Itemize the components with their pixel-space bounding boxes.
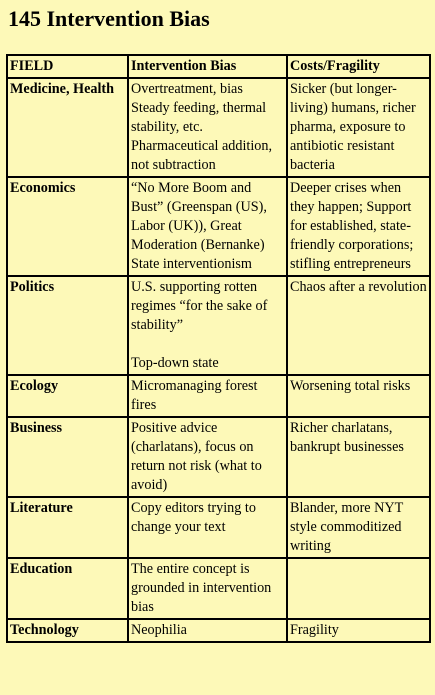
paragraph-gap xyxy=(131,335,284,354)
table-header-row xyxy=(7,55,430,78)
field-cell: Technology xyxy=(7,619,128,642)
cell-paragraph: Overtreatment, bias Steady feeding, thermal stability, etc. Pharmaceutical addition, not subtraction xyxy=(131,81,273,173)
field-cell: Medicine, Health xyxy=(7,78,128,177)
header-costs-fragility: Costs/Fragility xyxy=(287,55,430,78)
cell-paragraph: Chaos after a revolution xyxy=(290,279,427,295)
field-cell: Economics xyxy=(7,177,128,276)
costs-fragility-cell xyxy=(287,375,430,417)
header-intervention-bias: Intervention Bias xyxy=(128,55,287,78)
cell-paragraph: Neophilia xyxy=(131,622,187,638)
cell-paragraph: Worsening total risks xyxy=(290,378,411,394)
table-row xyxy=(7,177,430,276)
intervention-bias-cell xyxy=(128,177,287,276)
field-cell: Politics xyxy=(7,276,128,375)
field-cell: Literature xyxy=(7,497,128,558)
page-title: 145 Intervention Bias xyxy=(8,6,210,31)
cell-paragraph: “No More Boom and Bust” (Greenspan (US), Labor (UK)), Great Moderation (Bernanke) State interventionism xyxy=(131,180,267,272)
cell-paragraph: U.S. supporting rotten regimes “for the sake of stability” xyxy=(131,279,268,333)
cell-paragraph: Richer charlatans, bankrupt businesses xyxy=(290,420,404,455)
cell-paragraph: Top-down state xyxy=(131,355,219,371)
cell-paragraph: Positive advice (charlatans), focus on return not risk (what to avoid) xyxy=(131,420,262,493)
cell-paragraph: Sicker (but longer-living) humans, richer pharma, exposure to antibiotic resistant bacteria xyxy=(290,81,416,173)
cell-paragraph: Micromanaging forest fires xyxy=(131,378,258,413)
table-row xyxy=(7,276,430,375)
cell-paragraph: Deeper crises when they happen; Support for established, state-friendly corporations; stifling entrepreneurs xyxy=(290,180,414,272)
intervention-bias-cell xyxy=(128,276,287,375)
table-row xyxy=(7,417,430,497)
cell-paragraph: Copy editors trying to change your text xyxy=(131,500,256,535)
intervention-bias-cell xyxy=(128,619,287,642)
costs-fragility-cell xyxy=(287,558,430,619)
table-row xyxy=(7,497,430,558)
costs-fragility-cell xyxy=(287,177,430,276)
intervention-bias-cell xyxy=(128,375,287,417)
costs-fragility-cell xyxy=(287,497,430,558)
header-field: FIELD xyxy=(7,55,128,78)
costs-fragility-cell xyxy=(287,417,430,497)
intervention-bias-table xyxy=(6,54,431,643)
costs-fragility-cell xyxy=(287,619,430,642)
table-row xyxy=(7,375,430,417)
intervention-bias-cell xyxy=(128,417,287,497)
table-row xyxy=(7,558,430,619)
field-cell: Business xyxy=(7,417,128,497)
intervention-bias-cell xyxy=(128,78,287,177)
costs-fragility-cell xyxy=(287,276,430,375)
table-row xyxy=(7,619,430,642)
intervention-bias-cell xyxy=(128,558,287,619)
costs-fragility-cell xyxy=(287,78,430,177)
field-cell: Education xyxy=(7,558,128,619)
cell-paragraph: Blander, more NYT style commoditized writing xyxy=(290,500,404,554)
cell-paragraph: The entire concept is grounded in intervention bias xyxy=(131,561,272,615)
field-cell: Ecology xyxy=(7,375,128,417)
cell-paragraph: Fragility xyxy=(290,622,339,638)
table-row xyxy=(7,78,430,177)
intervention-bias-cell xyxy=(128,497,287,558)
